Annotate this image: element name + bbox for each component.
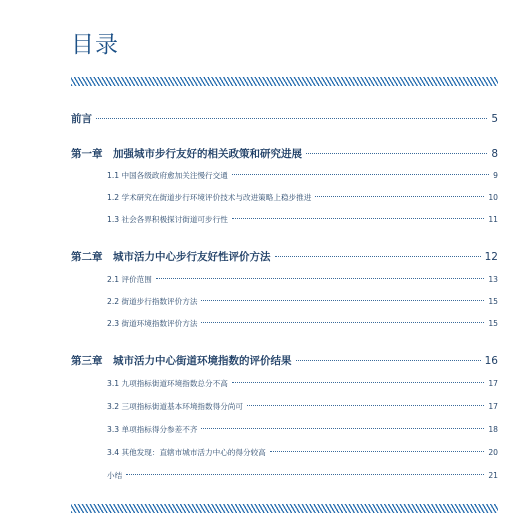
toc-entry-chapter-2[interactable] [71, 249, 498, 264]
toc-label: 3.2 三项指标街道基本环境指数得分尚可 [107, 402, 243, 411]
toc-page-number: 17 [488, 379, 498, 388]
toc-page-number: 5 [491, 113, 498, 125]
toc-page-number: 21 [488, 471, 498, 480]
toc-label: 小结 [107, 471, 123, 480]
toc-page-number: 16 [484, 355, 498, 367]
dot-leader [126, 474, 484, 475]
toc-label: 2.2 街道步行指数评价方法 [107, 297, 198, 306]
toc-page-number: 10 [488, 193, 498, 202]
toc-entry-summary[interactable] [107, 470, 498, 481]
toc-entry-3-4[interactable] [107, 447, 498, 458]
toc-entry-2-1[interactable] [107, 274, 498, 285]
toc-page-number: 8 [491, 148, 498, 160]
toc-label: 第三章 城市活力中心街道环境指数的评价结果 [71, 355, 292, 367]
toc-label: 3.3 单项指标得分参差不齐 [107, 425, 198, 434]
dot-leader [232, 218, 485, 219]
toc-page-number: 17 [488, 402, 498, 411]
dot-leader [306, 153, 487, 154]
toc-page-number: 18 [488, 425, 498, 434]
top-hatch-divider [71, 77, 498, 86]
toc-label: 前言 [71, 113, 92, 125]
toc-entry-chapter-1[interactable] [71, 146, 498, 161]
toc-entry-2-2[interactable] [107, 296, 498, 307]
toc-page-number: 15 [488, 297, 498, 306]
toc-entry-preface[interactable] [71, 111, 498, 126]
toc-entry-chapter-3[interactable] [71, 353, 498, 368]
toc-entry-1-2[interactable] [107, 192, 498, 203]
toc-entry-2-3[interactable] [107, 318, 498, 329]
toc-label: 3.4 其他发现：直辖市城市活力中心的得分较高 [107, 448, 266, 457]
toc-label: 1.3 社会各界积极探讨街道可步行性 [107, 215, 228, 224]
dot-leader [232, 382, 485, 383]
dot-leader [315, 196, 484, 197]
toc-label: 第二章 城市活力中心步行友好性评价方法 [71, 251, 271, 263]
dot-leader [232, 174, 489, 175]
dot-leader [296, 360, 481, 361]
page-title: 目录 [71, 32, 119, 58]
toc-label: 2.1 评价范围 [107, 275, 152, 284]
dot-leader [156, 278, 484, 279]
dot-leader [247, 405, 484, 406]
toc-label: 3.1 九项指标街道环境指数总分不高 [107, 379, 228, 388]
toc-page-number: 20 [488, 448, 498, 457]
toc-entry-3-1[interactable] [107, 378, 498, 389]
toc-entry-3-2[interactable] [107, 401, 498, 412]
dot-leader [201, 428, 484, 429]
dot-leader [201, 300, 484, 301]
toc-label: 1.2 学术研究在街道步行环境评价技术与改进策略上稳步推进 [107, 193, 312, 202]
toc-page-number: 15 [488, 319, 498, 328]
dot-leader [96, 118, 487, 119]
toc-entry-1-3[interactable] [107, 214, 498, 225]
dot-leader [270, 451, 485, 452]
dot-leader [201, 322, 484, 323]
toc-label: 第一章 加强城市步行友好的相关政策和研究进展 [71, 148, 302, 160]
bottom-hatch-divider [71, 504, 498, 513]
toc-page-number: 11 [488, 215, 498, 224]
toc-label: 2.3 街道环境指数评价方法 [107, 319, 198, 328]
toc-page-number: 12 [484, 251, 498, 263]
toc-label: 1.1 中国各级政府愈加关注慢行交通 [107, 171, 228, 180]
toc-page-number: 9 [493, 171, 498, 180]
toc-page-number: 13 [488, 275, 498, 284]
toc-entry-1-1[interactable] [107, 170, 498, 181]
dot-leader [275, 256, 481, 257]
toc-entry-3-3[interactable] [107, 424, 498, 435]
